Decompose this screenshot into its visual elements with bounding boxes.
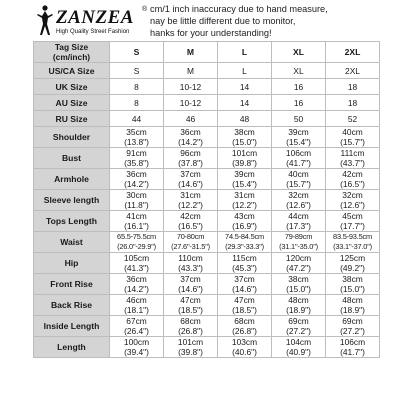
value-imperial: (12.6") (286, 200, 311, 210)
size-value-cell (164, 274, 218, 295)
value-imperial: (41.7") (286, 158, 311, 168)
value-metric: 18 (347, 81, 358, 92)
size-value-cell (110, 127, 164, 148)
value-metric: 47cm (180, 295, 201, 305)
value-metric: 38cm (288, 274, 309, 284)
value-metric: 104cm (285, 337, 312, 347)
size-value-cell (164, 190, 218, 211)
value-imperial: (15.7") (286, 179, 311, 189)
size-row (34, 253, 380, 274)
size-value-cell (164, 253, 218, 274)
size-value-cell (164, 211, 218, 232)
size-value-cell (164, 79, 218, 95)
value-imperial: (27.6"-31.5") (171, 242, 210, 251)
value-metric: 14 (239, 81, 250, 92)
value-metric: 96cm (180, 148, 201, 158)
row-label: Inside Length (34, 316, 110, 337)
row-label: UK Size (34, 79, 110, 95)
value-imperial: (39.8") (178, 347, 203, 357)
size-value-cell (272, 148, 326, 169)
size-value-cell (164, 111, 218, 127)
row-label: Length (34, 337, 110, 358)
value-imperial: (26.8") (232, 326, 257, 336)
value-metric: 68cm (234, 316, 255, 326)
size-value-cell (110, 253, 164, 274)
value-metric: 74.5-84.5cm (225, 232, 264, 241)
size-value-cell (164, 316, 218, 337)
value-imperial: (18.9") (286, 305, 311, 315)
value-metric: 44cm (288, 211, 309, 221)
size-value-cell (164, 95, 218, 111)
size-value-cell (326, 190, 380, 211)
size-value-cell (326, 232, 380, 253)
value-metric: 31cm (234, 190, 255, 200)
value-imperial: (16.1") (124, 221, 149, 231)
value-metric: 37cm (180, 169, 201, 179)
value-imperial: (12.2") (232, 200, 257, 210)
size-value-cell (164, 337, 218, 358)
value-imperial: (27.2") (286, 326, 311, 336)
value-imperial: (26.4") (124, 326, 149, 336)
value-imperial: (33.1"-37.0") (333, 242, 372, 251)
size-value-cell (326, 274, 380, 295)
value-imperial: (40.6") (232, 347, 257, 357)
size-value-cell (272, 253, 326, 274)
size-value-cell (218, 63, 272, 79)
value-imperial: (14.6") (178, 284, 203, 294)
value-metric: 69cm (288, 316, 309, 326)
value-metric: 35cm (126, 127, 147, 137)
size-row (34, 95, 380, 111)
value-metric: 46 (185, 113, 196, 124)
brand-name: ZANZEA (56, 7, 134, 28)
brand-tagline: High Quality Street Fashion (56, 29, 130, 35)
value-imperial: (16.5") (340, 179, 365, 189)
row-label: AU Size (34, 95, 110, 111)
value-metric: 40cm (288, 169, 309, 179)
size-value-cell (272, 337, 326, 358)
size-row (34, 63, 380, 79)
size-value-cell (272, 95, 326, 111)
tag-size-unit: (cm/inch) (52, 52, 91, 62)
value-imperial: (18.5") (178, 305, 203, 315)
size-row (34, 169, 380, 190)
value-metric: 40cm (342, 127, 363, 137)
value-metric: 106cm (339, 337, 366, 347)
size-value-cell (326, 148, 380, 169)
row-label: Armhole (34, 169, 110, 190)
value-metric: 69cm (342, 316, 363, 326)
size-value-cell (164, 127, 218, 148)
measurement-notice (150, 3, 412, 39)
value-imperial: (45.3") (232, 263, 257, 273)
value-metric: 10-12 (179, 97, 202, 108)
value-metric: 79-89cm (284, 232, 313, 241)
value-metric: 14 (239, 97, 250, 108)
size-row (34, 337, 380, 358)
value-imperial: (39.8") (232, 158, 257, 168)
size-value-cell (218, 316, 272, 337)
value-imperial: (14.6") (232, 284, 257, 294)
size-value-cell (326, 316, 380, 337)
value-imperial: (26.0"-29.9") (117, 242, 156, 251)
value-metric: 38cm (342, 274, 363, 284)
size-row (34, 232, 380, 253)
row-label: Sleeve length (34, 190, 110, 211)
size-value-cell (272, 127, 326, 148)
size-value-cell (272, 316, 326, 337)
value-metric: 100cm (123, 337, 150, 347)
value-imperial: (15.0") (232, 137, 257, 147)
size-row (34, 274, 380, 295)
value-metric: 42cm (180, 211, 201, 221)
value-metric: 8 (134, 97, 139, 108)
size-row (34, 79, 380, 95)
value-imperial: (16.5") (178, 221, 203, 231)
value-imperial: (14.2") (124, 179, 149, 189)
value-metric: 36cm (180, 127, 201, 137)
size-value-cell (110, 190, 164, 211)
value-imperial: (15.7") (340, 137, 365, 147)
value-metric: 65.5-75.5cm (117, 232, 156, 241)
size-value-cell (272, 169, 326, 190)
value-metric: 103cm (231, 337, 258, 347)
notice-line: cm/1 inch inaccuracy due to hand measure, (150, 4, 328, 14)
size-value-cell (218, 211, 272, 232)
value-imperial: (47.2") (286, 263, 311, 273)
value-imperial: (29.3"-33.3") (225, 242, 264, 251)
row-label: Shoulder (34, 127, 110, 148)
size-value-cell (218, 295, 272, 316)
size-header-cell: S (110, 42, 164, 63)
value-imperial: (16.9") (232, 221, 257, 231)
value-imperial: (37.8") (178, 158, 203, 168)
size-header-cell: 2XL (326, 42, 380, 63)
value-metric: 32cm (342, 190, 363, 200)
value-imperial: (15.0") (286, 284, 311, 294)
size-value-cell (218, 232, 272, 253)
value-metric: 42cm (342, 169, 363, 179)
size-value-cell (272, 232, 326, 253)
size-value-cell (218, 337, 272, 358)
size-value-cell (326, 337, 380, 358)
value-metric: 44 (131, 113, 142, 124)
registered-mark: ® (142, 6, 148, 13)
size-row (34, 295, 380, 316)
value-imperial: (12.2") (178, 200, 203, 210)
size-value-cell (218, 148, 272, 169)
value-imperial: (13.8") (124, 137, 149, 147)
value-metric: 101cm (231, 148, 258, 158)
size-header-row (34, 42, 380, 63)
value-metric: 38cm (234, 127, 255, 137)
value-metric: L (242, 65, 247, 76)
size-value-cell (272, 295, 326, 316)
size-value-cell (272, 211, 326, 232)
value-imperial: (18.1") (124, 305, 149, 315)
value-metric: 18 (347, 97, 358, 108)
value-imperial: (14.2") (124, 284, 149, 294)
value-metric: 32cm (288, 190, 309, 200)
value-metric: 45cm (342, 211, 363, 221)
size-value-cell (326, 211, 380, 232)
value-metric: 67cm (126, 316, 147, 326)
size-header-cell: XL (272, 42, 326, 63)
size-value-cell (218, 169, 272, 190)
size-row (34, 211, 380, 232)
value-imperial: (31.1"-35.0") (279, 242, 318, 251)
value-metric: 30cm (126, 190, 147, 200)
size-value-cell (218, 127, 272, 148)
value-metric: 10-12 (179, 81, 202, 92)
value-metric: 41cm (126, 211, 147, 221)
size-value-cell (326, 253, 380, 274)
value-imperial: (14.6") (178, 179, 203, 189)
value-imperial: (12.6") (340, 200, 365, 210)
value-metric: 115cm (232, 253, 257, 263)
value-metric: 70-80cm (176, 232, 205, 241)
row-label: Back Rise (34, 295, 110, 316)
value-metric: 39cm (288, 127, 309, 137)
size-value-cell (272, 190, 326, 211)
size-value-cell (164, 295, 218, 316)
size-chart-body (34, 42, 380, 358)
row-label: Waist (34, 232, 110, 253)
size-value-cell (164, 169, 218, 190)
row-label: Front Rise (34, 274, 110, 295)
value-imperial: (41.3") (124, 263, 149, 273)
size-value-cell (110, 63, 164, 79)
row-label: US/CA Size (34, 63, 110, 79)
value-imperial: (40.9") (286, 347, 311, 357)
size-chart-table (33, 41, 380, 358)
tag-size-header (34, 42, 110, 63)
value-metric: 91cm (126, 148, 147, 158)
size-value-cell (218, 79, 272, 95)
size-value-cell (110, 295, 164, 316)
size-value-cell (218, 190, 272, 211)
value-metric: 37cm (180, 274, 201, 284)
size-row (34, 127, 380, 148)
value-metric: 52 (347, 113, 358, 124)
size-value-cell (326, 169, 380, 190)
value-metric: 106cm (285, 148, 312, 158)
value-imperial: (17.7") (340, 221, 365, 231)
size-value-cell (326, 111, 380, 127)
value-imperial: (15.0") (340, 284, 365, 294)
value-imperial: (15.4") (286, 137, 311, 147)
value-metric: 101cm (177, 337, 204, 347)
size-value-cell (218, 274, 272, 295)
value-imperial: (49.2") (340, 263, 365, 273)
row-label: Hip (34, 253, 110, 274)
size-value-cell (164, 148, 218, 169)
size-value-cell (218, 253, 272, 274)
value-imperial: (43.3") (178, 263, 203, 273)
header (0, 0, 416, 40)
value-imperial: (27.2") (340, 326, 365, 336)
value-metric: 16 (293, 97, 304, 108)
value-metric: 83.5-93.5cm (333, 232, 372, 241)
size-value-cell (326, 79, 380, 95)
row-label: RU Size (34, 111, 110, 127)
size-value-cell (272, 111, 326, 127)
value-metric: 2XL (345, 65, 360, 76)
row-label: Bust (34, 148, 110, 169)
size-value-cell (164, 232, 218, 253)
size-row (34, 111, 380, 127)
value-metric: 120cm (285, 253, 312, 263)
value-imperial: (35.8") (124, 158, 149, 168)
notice-line: nay be little different due to monitor, (150, 16, 296, 26)
value-metric: 16 (293, 81, 304, 92)
size-header-cell: M (164, 42, 218, 63)
size-value-cell (110, 95, 164, 111)
tag-size-label: Tag Size (54, 42, 89, 52)
value-metric: 37cm (234, 274, 255, 284)
value-imperial: (43.7") (340, 158, 365, 168)
size-value-cell (272, 274, 326, 295)
size-value-cell (326, 127, 380, 148)
size-value-cell (272, 79, 326, 95)
fashion-figure-icon (34, 4, 56, 38)
size-value-cell (110, 316, 164, 337)
value-imperial: (41.7") (340, 347, 365, 357)
size-value-cell (110, 232, 164, 253)
size-value-cell (110, 148, 164, 169)
value-metric: 39cm (234, 169, 255, 179)
size-value-cell (326, 63, 380, 79)
size-value-cell (218, 95, 272, 111)
value-metric: 8 (134, 81, 139, 92)
value-metric: 36cm (126, 274, 147, 284)
value-imperial: (15.4") (232, 179, 257, 189)
value-imperial: (18.5") (232, 305, 257, 315)
value-metric: 48 (239, 113, 250, 124)
value-imperial: (11.8") (124, 200, 149, 210)
notice-line: hanks for your understanding! (150, 28, 272, 38)
row-label: Tops Length (34, 211, 110, 232)
size-value-cell (218, 111, 272, 127)
value-metric: 43cm (234, 211, 255, 221)
size-value-cell (110, 111, 164, 127)
value-imperial: (14.2") (178, 137, 203, 147)
value-metric: 48cm (288, 295, 309, 305)
size-row (34, 316, 380, 337)
value-metric: 46cm (126, 295, 147, 305)
value-imperial: (26.8") (178, 326, 203, 336)
value-imperial: (39.4") (124, 347, 149, 357)
size-value-cell (110, 274, 164, 295)
size-value-cell (110, 169, 164, 190)
value-imperial: (18.9") (340, 305, 365, 315)
value-metric: 31cm (180, 190, 201, 200)
size-row (34, 148, 380, 169)
size-value-cell (110, 79, 164, 95)
value-metric: 48cm (342, 295, 363, 305)
size-value-cell (326, 295, 380, 316)
value-metric: 111cm (340, 148, 365, 158)
value-metric: 47cm (234, 295, 255, 305)
value-metric: 105cm (123, 253, 150, 263)
size-value-cell (326, 95, 380, 111)
size-value-cell (272, 63, 326, 79)
value-metric: S (133, 65, 140, 76)
size-value-cell (164, 63, 218, 79)
size-value-cell (110, 337, 164, 358)
size-value-cell (110, 211, 164, 232)
size-header-cell: L (218, 42, 272, 63)
brand-logo (34, 4, 152, 38)
size-row (34, 190, 380, 211)
value-metric: 36cm (126, 169, 147, 179)
value-metric: 125cm (339, 253, 366, 263)
value-metric: M (187, 65, 194, 76)
value-metric: 110cm (178, 253, 203, 263)
value-metric: 68cm (180, 316, 201, 326)
value-metric: 50 (293, 113, 304, 124)
value-imperial: (17.3") (286, 221, 311, 231)
value-metric: XL (293, 65, 304, 76)
